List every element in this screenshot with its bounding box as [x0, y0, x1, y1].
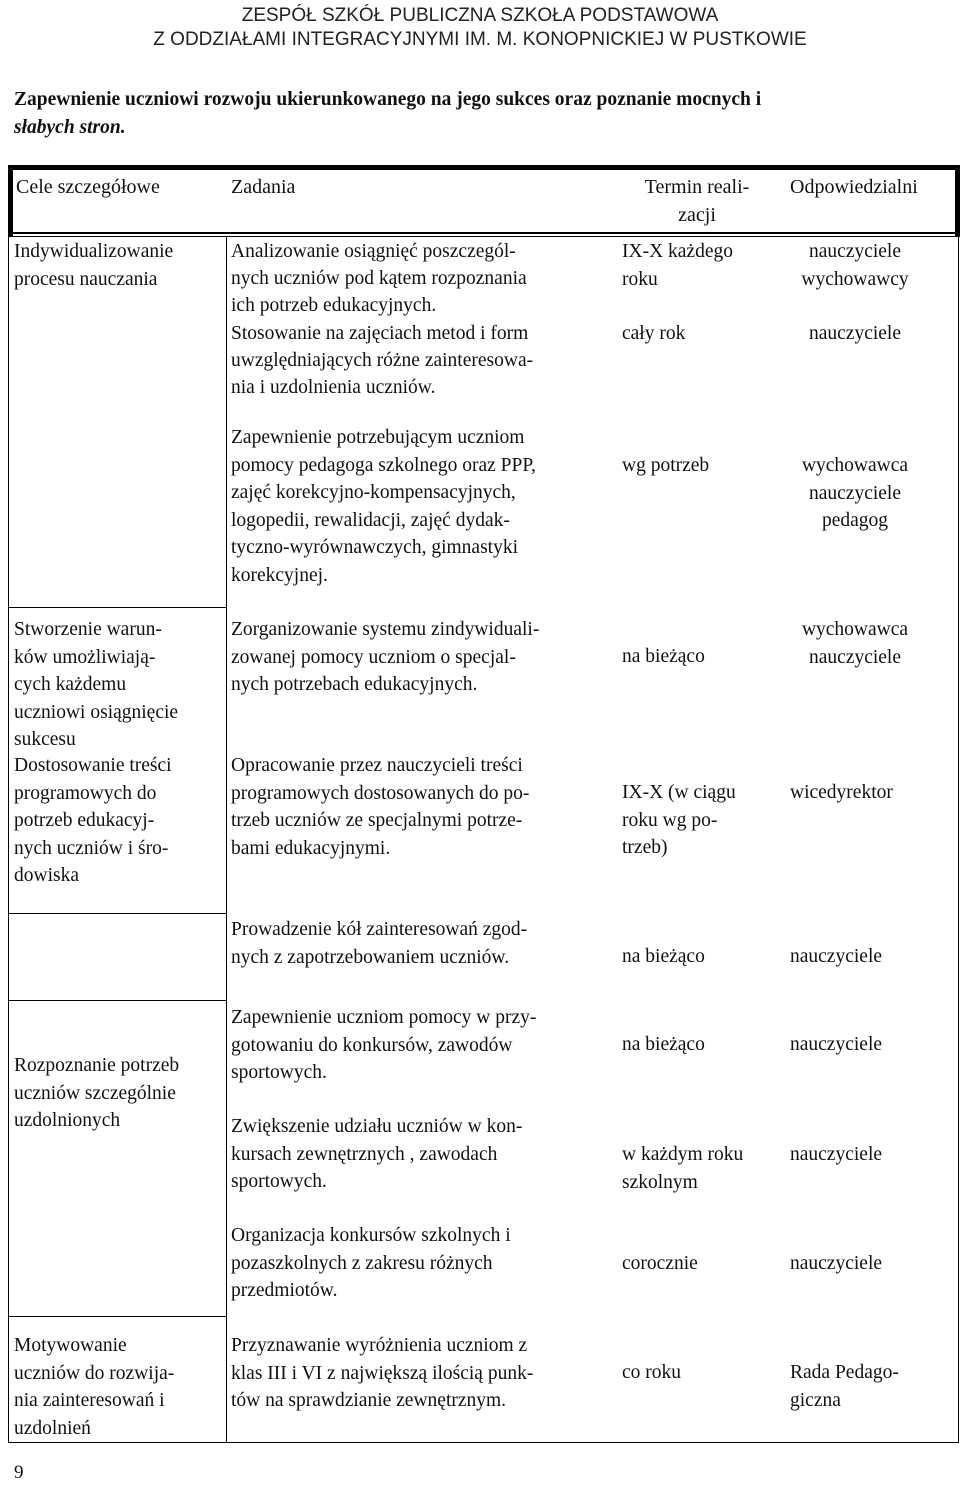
- zadanie-zorganizowanie: [231, 616, 611, 699]
- odp-r0: [790, 238, 920, 293]
- text-line: pozaszkolnych z zakresu różnych: [231, 1252, 493, 1274]
- text-line: uczniów do rozwija-: [14, 1362, 175, 1384]
- text-line: Zwiększenie udziału uczniów w kon-: [231, 1116, 523, 1137]
- text-line: uzdolnień: [14, 1417, 91, 1439]
- text-line: Opracowanie przez nauczycieli treści: [231, 755, 523, 776]
- zadanie-prowadzenie-kol: [231, 916, 611, 971]
- text-line: tów na sprawdzianie zewnętrznym.: [231, 1390, 507, 1411]
- text-line: nych uczniów pod kątem rozpoznania: [231, 268, 527, 289]
- odp-r1: nauczyciele: [808, 323, 901, 344]
- col-header-termin-l2: zacji: [678, 203, 716, 226]
- text-line: Organizacja konkursów szkolnych i: [231, 1225, 511, 1246]
- col1-separator: [226, 237, 227, 1443]
- text-line: Motywowanie: [14, 1335, 127, 1356]
- zadanie-zwiekszenie-udzialu: [231, 1113, 611, 1196]
- termin-r6: na bieżąco: [622, 1034, 705, 1055]
- text-line: dowiska: [14, 865, 79, 886]
- termin-r2: wg potrzeb: [622, 455, 710, 476]
- school-header: [0, 4, 960, 52]
- text-line: zowanej pomocy uczniom o specjal-: [231, 646, 516, 668]
- termin-r7: [622, 1141, 782, 1196]
- col-header-odpowiedzialni: Odpowiedzialni: [790, 176, 918, 198]
- termin-r0: [622, 238, 782, 293]
- divider-r6: [8, 1000, 226, 1001]
- text-line: gotowaniu do konkursów, zawodów: [231, 1034, 513, 1056]
- odp-r5: nauczyciele: [790, 946, 883, 967]
- text-line: potrzeb edukacyj-: [14, 810, 155, 831]
- header-right-border: [955, 165, 960, 237]
- text-line: programowych dostosowanych do po-: [231, 782, 530, 804]
- intro-line2: słabych stron.: [14, 117, 126, 138]
- text-line: procesu nauczania: [14, 268, 158, 290]
- header-left-border: [8, 165, 13, 237]
- odp-r9: [790, 1359, 955, 1414]
- cel-stworzenie-warunkow: [14, 616, 219, 754]
- cel-rozpoznanie-potrzeb: [14, 1052, 219, 1135]
- text-line: cych każdemu: [14, 674, 127, 695]
- cel-motywowanie: [14, 1332, 219, 1442]
- text-line: uczniów szczególnie: [14, 1082, 176, 1104]
- text-line: Rada Pedago-: [790, 1362, 899, 1383]
- cel-indywidualizowanie: [14, 238, 219, 293]
- text-line: nia zainteresowań i: [14, 1390, 165, 1411]
- zadanie-stosowanie: [231, 320, 611, 401]
- text-line: Zapewnienie uczniom pomocy w przy-: [231, 1007, 537, 1028]
- odp-r8: nauczyciele: [790, 1253, 883, 1274]
- text-line: sportowych.: [231, 1062, 327, 1083]
- text-line: Prowadzenie kół zainteresowań zgod-: [231, 919, 528, 940]
- text-line: ków umożliwiają-: [14, 646, 156, 668]
- text-line: nia i uzdolnienia uczniów.: [231, 377, 436, 398]
- divider-r9: [8, 1316, 226, 1317]
- odp-r6: nauczyciele: [790, 1034, 883, 1055]
- zadanie-analizowanie: [231, 238, 611, 319]
- termin-r8: corocznie: [622, 1253, 698, 1274]
- text-line: trzeb uczniów ze specjalnymi potrze-: [231, 810, 523, 831]
- text-line: roku wg po-: [622, 809, 718, 831]
- text-line: wychowawca: [801, 619, 909, 640]
- text-line: nych potrzebach edukacyjnych.: [231, 674, 478, 695]
- zadanie-opracowanie: [231, 752, 611, 862]
- col-header-zadania: Zadania: [231, 176, 296, 198]
- text-line: Analizowanie osiągnięć poszczegól-: [231, 241, 516, 262]
- text-line: nauczyciele: [808, 241, 901, 262]
- section-intro: [14, 86, 934, 142]
- termin-r4: [622, 779, 782, 862]
- text-line: nauczyciele: [808, 482, 901, 504]
- table-right-border: [958, 237, 959, 1443]
- termin-r5: na bieżąco: [622, 946, 705, 967]
- text-line: uczniowi osiągnięcie: [14, 701, 179, 723]
- text-line: uwzględniających różne zainteresowa-: [231, 350, 534, 371]
- text-line: Rozpoznanie potrzeb: [14, 1055, 180, 1076]
- divider-r3: [8, 607, 226, 608]
- zadanie-organizacja-konkursow: [231, 1222, 611, 1305]
- header-bottom-border-2: [8, 236, 960, 237]
- text-line: sportowych.: [231, 1171, 327, 1192]
- text-line: ich potrzeb edukacyjnych.: [231, 295, 437, 316]
- zadanie-zapewnienie-pomocy: [231, 424, 611, 589]
- text-line: Stosowanie na zajęciach metod i form: [231, 323, 529, 344]
- text-line: nych uczniów i śro-: [14, 837, 169, 859]
- text-line: Przyznawanie wyróżnienia uczniom z: [231, 1335, 528, 1356]
- text-line: nych z zapotrzebowaniem uczniów.: [231, 946, 510, 968]
- text-line: IX-X (w ciągu: [622, 782, 736, 803]
- text-line: Stworzenie warun-: [14, 619, 162, 640]
- table-bottom-border: [8, 1442, 959, 1443]
- page-number: 9: [14, 1462, 24, 1483]
- text-line: nauczyciele: [808, 646, 901, 668]
- text-line: szkolnym: [622, 1171, 698, 1193]
- text-line: trzeb): [622, 837, 668, 858]
- odp-r4: wicedyrektor: [790, 782, 893, 803]
- text-line: zajęć korekcyjno-kompensacyjnych,: [231, 482, 516, 503]
- zadanie-pomoc-konkursy: [231, 1004, 611, 1087]
- text-line: w każdym roku: [622, 1144, 744, 1165]
- text-line: korekcyjnej.: [231, 564, 328, 586]
- text-line: roku: [622, 268, 658, 290]
- school-name-line2: Z ODDZIAŁAMI INTEGRACYJNYMI IM. M. KONOPNICKIEJ W PUSTKOWIE: [153, 29, 807, 50]
- intro-line1: Zapewnienie uczniowi rozwoju ukierunkowanego na jego sukces oraz poznanie mocnych i: [14, 89, 762, 110]
- text-line: wychowawca: [801, 455, 909, 476]
- col-header-cele: Cele szczegółowe: [16, 176, 160, 198]
- cel-dostosowanie-tresci: [14, 752, 219, 890]
- text-line: IX-X każdego: [622, 241, 733, 262]
- text-line: Dostosowanie treści: [14, 755, 172, 776]
- school-name-line1: ZESPÓŁ SZKÓŁ PUBLICZNA SZKOŁA PODSTAWOWA: [241, 5, 719, 26]
- col-header-termin: [622, 174, 772, 229]
- text-line: wychowawcy: [801, 268, 909, 290]
- termin-r9: co roku: [622, 1362, 682, 1383]
- text-line: kursach zewnętrznych , zawodach: [231, 1143, 498, 1165]
- text-line: programowych do: [14, 782, 157, 804]
- table-top-border: [8, 165, 960, 170]
- divider-r5: [8, 913, 226, 914]
- odp-r2: [790, 452, 920, 535]
- text-line: bami edukacyjnymi.: [231, 837, 391, 859]
- text-line: pomocy pedagoga szkolnego oraz PPP,: [231, 454, 536, 476]
- termin-r3: na bieżąco: [622, 646, 705, 667]
- text-line: Indywidualizowanie: [14, 241, 174, 262]
- text-line: pedagog: [821, 510, 889, 531]
- table-left-border: [8, 237, 9, 1443]
- text-line: logopedii, rewalidacji, zajęć dydak-: [231, 509, 510, 531]
- odp-r3: [790, 616, 920, 671]
- odp-r7: nauczyciele: [790, 1144, 883, 1165]
- text-line: klas III i VI z największą ilością punk-: [231, 1362, 534, 1384]
- text-line: Zorganizowanie systemu zindywiduali-: [231, 619, 540, 640]
- text-line: Zapewnienie potrzebującym uczniom: [231, 427, 525, 448]
- text-line: sukcesu: [14, 729, 76, 750]
- text-line: uzdolnionych: [14, 1110, 121, 1131]
- col-header-termin-l1: Termin reali-: [644, 176, 750, 198]
- header-bottom-border: [8, 232, 960, 234]
- termin-r1: cały rok: [622, 323, 686, 344]
- zadanie-przyznawanie-wyroznienia: [231, 1332, 611, 1415]
- text-line: przedmiotów.: [231, 1280, 338, 1301]
- text-line: tyczno-wyrównawczych, gimnastyki: [231, 537, 518, 558]
- text-line: giczna: [790, 1389, 841, 1411]
